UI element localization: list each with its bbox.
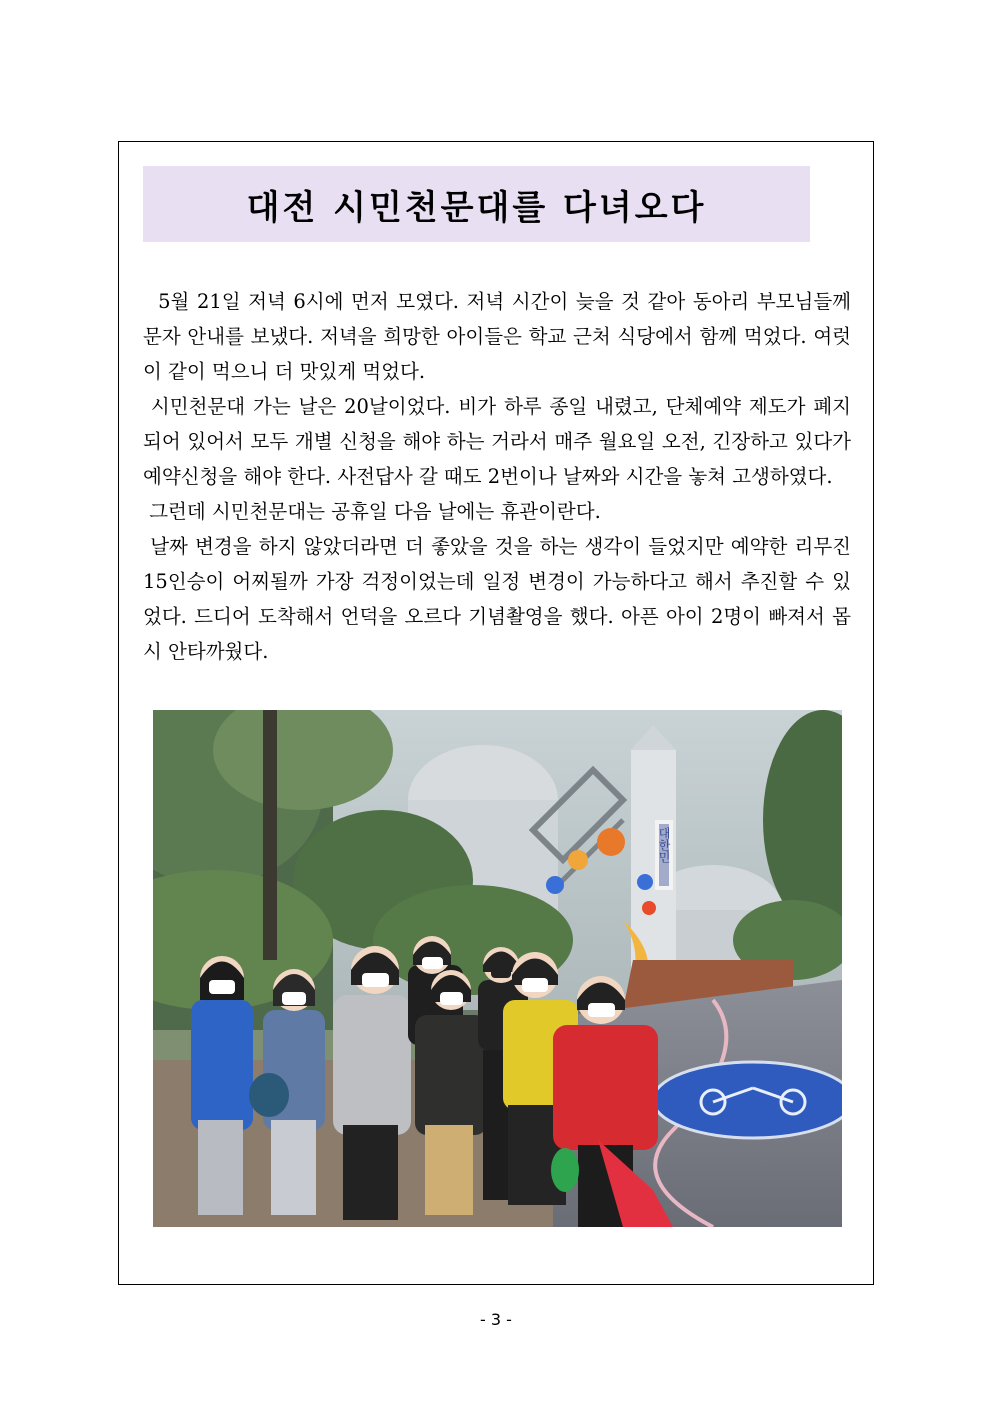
title-banner (143, 166, 810, 242)
article-body (143, 284, 858, 669)
page-number: - 3 - (480, 1310, 512, 1329)
page-title: 대전 시민천문대를 다녀오다 (246, 187, 707, 228)
paragraph-2: 시민천문대 가는 날은 20날이었다. 비가 하루 종일 내렸고, 단체예약 제도가 폐지되어 있어서 모두 개별 신청을 해야 하는 거라서 매주 월요일 오전, 긴장하고 있다가 예약신청을 해야 한다. 사전답사 갈 때도 2번이나 날짜와 시간을 놓쳐 고생하였다. (143, 395, 858, 488)
group-photo (153, 710, 842, 1227)
tower-sign-text: 대한민 (657, 827, 671, 863)
paragraph-3: 그런데 시민천문대는 공휴일 다음 날에는 휴관이란다. (143, 500, 601, 523)
paragraph-1: 5월 21일 저녁 6시에 먼저 모였다. 저녁 시간이 늦을 것 같아 동아리 부모님들께 문자 안내를 보냈다. 저녁을 희망한 아이들은 학교 근처 식당에서 함께 먹었다. 여럿이 같이 먹으니 더 맛있게 먹었다. (143, 290, 858, 383)
paragraph-4: 날짜 변경을 하지 않았더라면 더 좋았을 것을 하는 생각이 들었지만 예약한 리무진 15인승이 어찌될까 가장 걱정이었는데 일정 변경이 가능하다고 해서 추진할 수 있었다. 드디어 도착해서 언덕을 오르다 기념촬영을 했다. 아픈 아이 2명이 빠져서 몹시 안타까웠다. (143, 535, 858, 663)
